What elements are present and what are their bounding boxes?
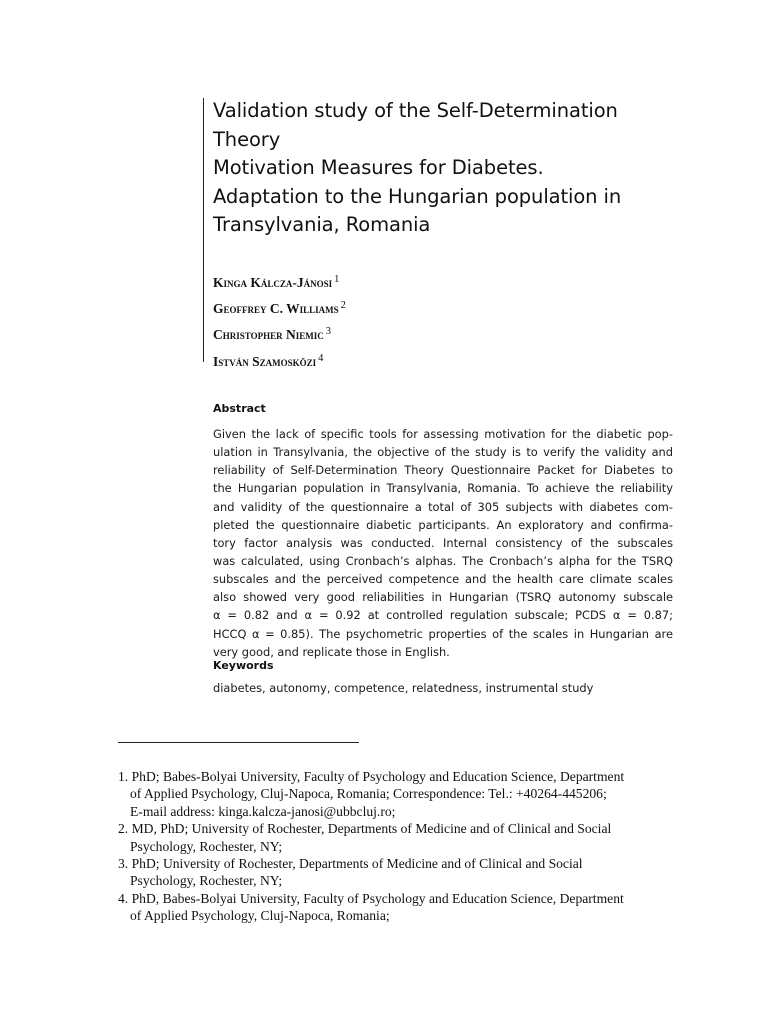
footnote-line: of Applied Psychology, Cluj-Napoca, Romania; xyxy=(130,908,390,924)
footnote-line: Psychology, Rochester, NY; xyxy=(130,838,283,854)
abstract-line: and validity of the questionnaire a total of 305 subjects with diabetes com- xyxy=(213,499,673,514)
abstract-line: reliability of Self-Determination Theory Questionnaire Packet for Diabetes to xyxy=(213,463,673,478)
abstract-line: Given the lack of specific tools for assessing motivation for the diabetic pop- xyxy=(213,427,673,441)
abstract-heading: Abstract xyxy=(213,402,266,415)
footnote-mark: 4 xyxy=(318,352,324,364)
abstract-text xyxy=(213,425,673,661)
footnote-line: 4. PhD, Babes-Bolyai University, Faculty of Psychology and Education Science, Department xyxy=(118,890,624,906)
footnote-separator xyxy=(118,742,359,743)
abstract-line: the Hungarian population in Transylvania, Romania. To achieve the reliability xyxy=(213,481,673,496)
abstract-line: very good, and replicate those in English. xyxy=(213,644,450,659)
footnote-line: 3. PhD; University of Rochester, Departments of Medicine and of Clinical and Social xyxy=(118,856,583,872)
abstract-line: tory factor analysis was conducted. Internal consistency of the subscales xyxy=(213,535,673,550)
title-line: Transylvania, Romania xyxy=(213,213,431,237)
author-name: Kinga Kálcza-Jánosi xyxy=(213,275,333,290)
title-line: Validation study of the Self-Determination xyxy=(213,99,618,122)
title-line: Motivation Measures for Diabetes. xyxy=(213,156,544,180)
title-margin-rule xyxy=(203,98,204,362)
footnote-line: Psychology, Rochester, NY; xyxy=(130,873,283,889)
author-entry xyxy=(213,268,346,294)
title-line: Adaptation to the Hungarian population in xyxy=(213,184,622,208)
author-entry xyxy=(213,294,346,320)
footnotes xyxy=(118,768,678,925)
abstract-line: was calculated, using Cronbach’s alphas. The Cronbach’s alpha for the TSRQ xyxy=(213,553,673,568)
footnote-line: 1. PhD; Babes-Bolyai University, Faculty of Psychology and Education Science, Department xyxy=(118,769,625,784)
footnote-mark: 3 xyxy=(325,326,331,338)
keywords-heading: Keywords xyxy=(213,659,274,672)
author-name: Geoffrey C. Williams xyxy=(213,301,339,317)
author-name: Christopher Niemic xyxy=(213,327,324,343)
author-entry xyxy=(213,320,346,346)
abstract-line: ulation in Transylvania, the objective of the study is to verify the validity and xyxy=(213,445,673,460)
abstract-line: α = 0.82 and α = 0.92 at controlled regulation subscale; PCDS α = 0.87; xyxy=(213,608,673,623)
abstract-line: also showed very good reliabilities in Hungarian (TSRQ autonomy subscale xyxy=(213,590,673,605)
title-line: Theory xyxy=(213,127,281,151)
author-name: István Szamosközi xyxy=(213,353,317,369)
footnote-line: E-mail address: kinga.kalcza-janosi@ubbcluj.ro; xyxy=(130,803,396,819)
abstract-line: subscales and the perceived competence and the health care climate scales xyxy=(213,572,673,587)
keywords-text: diabetes, autonomy, competence, relatedness, instrumental study xyxy=(213,681,594,695)
footnote-mark: 1 xyxy=(334,274,340,285)
footnote-mark: 2 xyxy=(340,300,346,312)
author-list xyxy=(213,268,346,373)
footnote-line: 2. MD, PhD; University of Rochester, Departments of Medicine and of Clinical and Social xyxy=(118,821,612,837)
author-entry xyxy=(213,347,346,373)
abstract-line: pleted the questionnaire diabetic participants. An exploratory and confirma- xyxy=(213,517,673,532)
footnote-line: of Applied Psychology, Cluj-Napoca, Romania; Correspondence: Tel.: +40264-445206; xyxy=(130,786,607,802)
abstract-line: HCCQ α = 0.85). The psychometric properties of the scales in Hungarian are xyxy=(213,626,673,641)
article-title xyxy=(213,97,713,240)
